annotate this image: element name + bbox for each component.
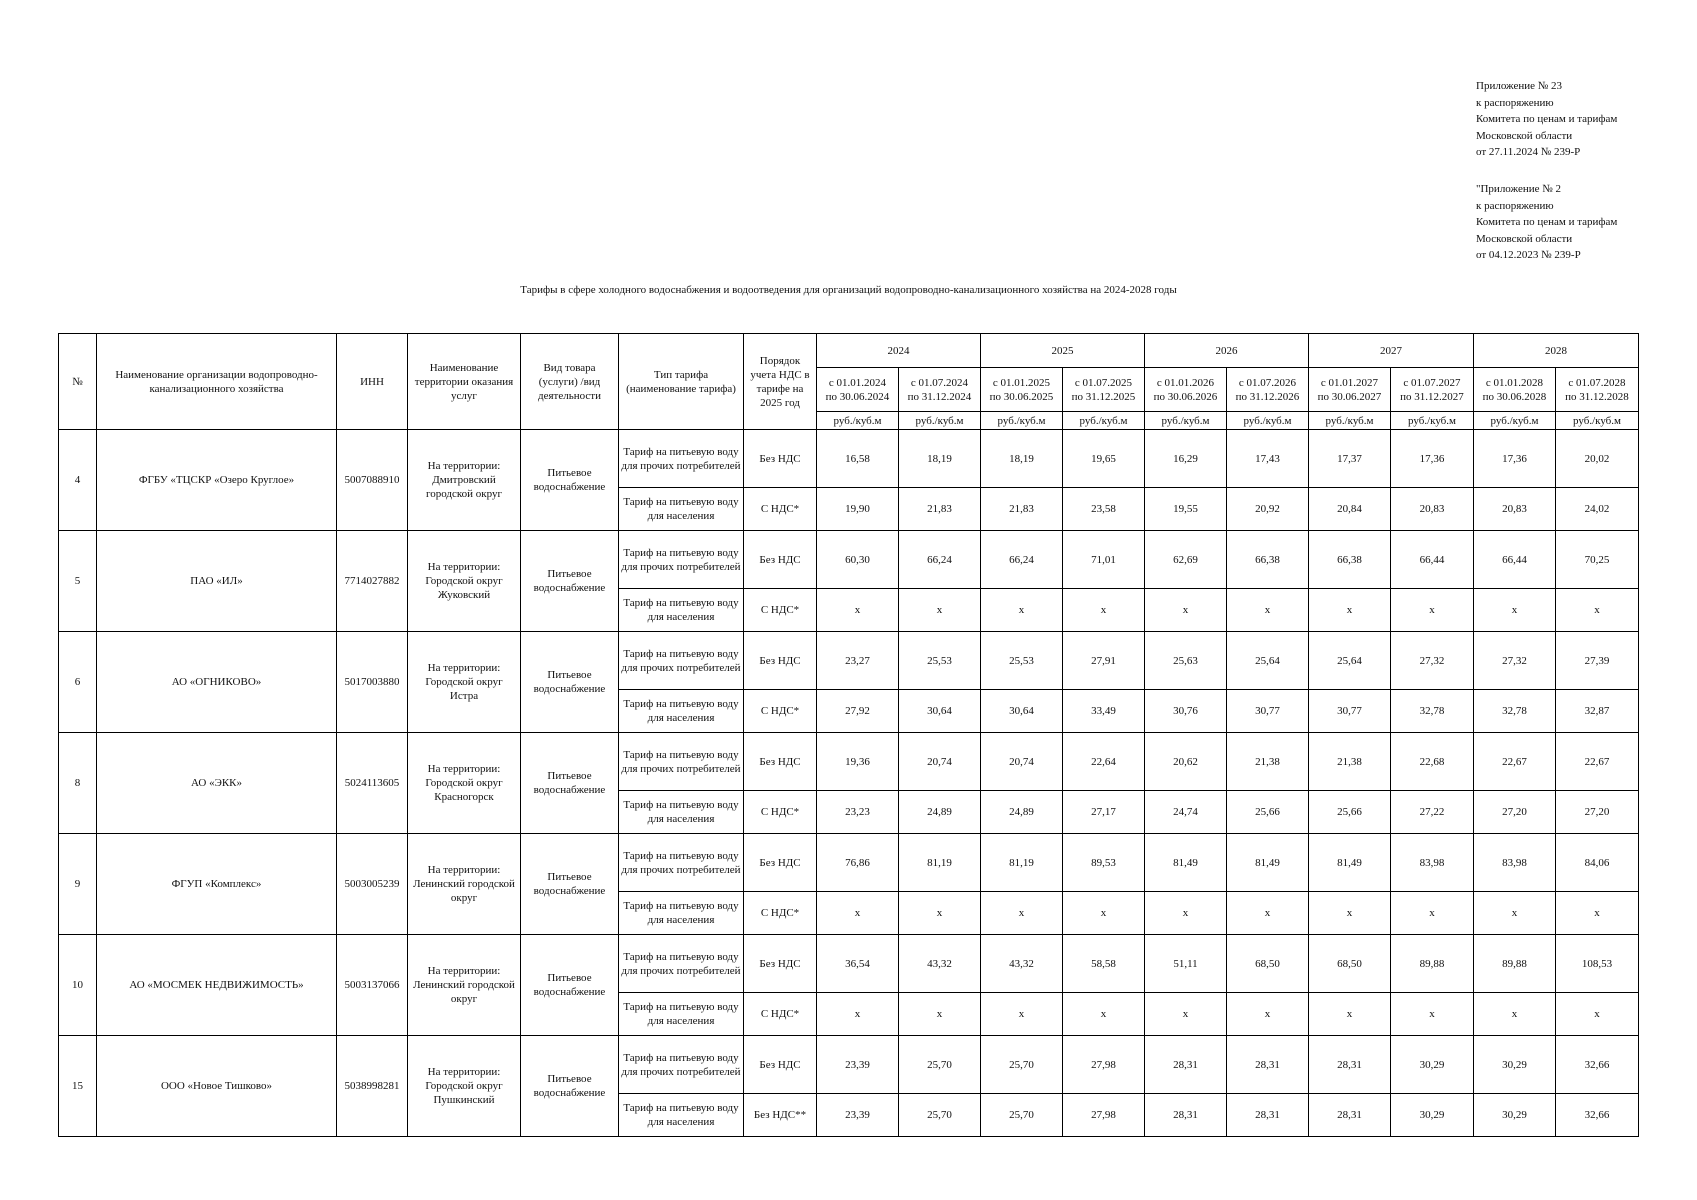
period-from: с 01.07.2025 [1074, 376, 1133, 389]
tariff-value: 22,67 [1556, 733, 1639, 791]
tariff-value: 60,30 [817, 531, 899, 589]
tariff-value: 24,89 [899, 791, 981, 834]
tariff-value: 28,31 [1227, 1094, 1309, 1137]
tariff-value: x [1556, 589, 1639, 632]
tariff-type: Тариф на питьевую воду для прочих потребителей [619, 632, 744, 690]
tariff-value: 25,66 [1227, 791, 1309, 834]
tariff-value: 17,36 [1474, 430, 1556, 488]
approval-line: к распоряжению [1476, 199, 1554, 212]
tariff-value: 20,74 [899, 733, 981, 791]
approval-line: Комитета по ценам и тарифам [1476, 113, 1618, 125]
tariff-value: 20,74 [981, 733, 1063, 791]
table-row [59, 935, 1639, 993]
tariff-value: x [1309, 892, 1391, 935]
header-num: № [59, 334, 97, 430]
approval-line: "Приложение № 2 [1476, 183, 1562, 195]
territory: На территории: Дмитровский городской округ [408, 430, 521, 531]
tariff-value: 17,43 [1227, 430, 1309, 488]
tariff-value: 89,53 [1063, 834, 1145, 892]
tariff-value: x [1227, 589, 1309, 632]
organization-name: ООО «Новое Тишково» [97, 1036, 337, 1137]
row-num: 4 [59, 430, 97, 531]
tariff-value: x [1145, 892, 1227, 935]
table-row [59, 531, 1639, 589]
tariff-value: 27,22 [1391, 791, 1474, 834]
tariff-value: x [1474, 993, 1556, 1036]
vat-order: С НДС* [744, 488, 817, 531]
row-num: 10 [59, 935, 97, 1036]
tariff-value: 32,78 [1391, 690, 1474, 733]
tariff-value: x [1063, 589, 1145, 632]
tariff-value: 30,29 [1391, 1036, 1474, 1094]
tariff-value: 22,68 [1391, 733, 1474, 791]
tariff-value: 25,64 [1309, 632, 1391, 690]
table-row [59, 834, 1639, 892]
vat-order: С НДС* [744, 993, 817, 1036]
header-period [1063, 368, 1145, 412]
tariff-value: 30,77 [1227, 690, 1309, 733]
header-period [1391, 368, 1474, 412]
tariff-value: 23,23 [817, 791, 899, 834]
tariff-value: 43,32 [899, 935, 981, 993]
header-inn: ИНН [337, 334, 408, 430]
tariff-value: 66,44 [1474, 531, 1556, 589]
organization-name: ПАО «ИЛ» [97, 531, 337, 632]
period-from: с 01.01.2028 [1485, 376, 1544, 389]
tariff-value: x [1145, 993, 1227, 1036]
tariff-value: 27,91 [1063, 632, 1145, 690]
tariff-type: Тариф на питьевую воду для населения [619, 791, 744, 834]
tariff-value: 36,54 [817, 935, 899, 993]
header-period [1145, 368, 1227, 412]
tariff-value: 28,31 [1145, 1094, 1227, 1137]
approval-line: Приложение № 23 [1476, 80, 1563, 92]
tariff-value: 25,53 [981, 632, 1063, 690]
tariff-value: 30,29 [1391, 1094, 1474, 1137]
header-tariff-type: Тип тарифа (наименование тарифа) [619, 334, 744, 430]
tariff-value: x [1063, 993, 1145, 1036]
tariff-type: Тариф на питьевую воду для населения [619, 1094, 744, 1137]
service-type: Питьевое водоснабжение [521, 531, 619, 632]
period-from: с 01.07.2027 [1403, 376, 1461, 389]
tariff-value: 27,32 [1474, 632, 1556, 690]
tariff-value: 25,70 [981, 1036, 1063, 1094]
tariff-value: 30,64 [981, 690, 1063, 733]
tariff-value: 23,58 [1063, 488, 1145, 531]
tariff-type: Тариф на питьевую воду для населения [619, 892, 744, 935]
approval-line: Московской области [1476, 232, 1573, 245]
tariff-value: x [981, 589, 1063, 632]
organization-name: АО «ЭКК» [97, 733, 337, 834]
tariff-value: 32,66 [1556, 1094, 1639, 1137]
tariff-value: 22,64 [1063, 733, 1145, 791]
tariff-value: 19,55 [1145, 488, 1227, 531]
tariff-value: x [817, 892, 899, 935]
period-from: с 01.01.2027 [1320, 376, 1379, 389]
tariff-value: 25,66 [1309, 791, 1391, 834]
tariff-value: 27,98 [1063, 1094, 1145, 1137]
tariff-value: 66,24 [899, 531, 981, 589]
service-type: Питьевое водоснабжение [521, 632, 619, 733]
tariff-value: 83,98 [1391, 834, 1474, 892]
tariff-value: 81,49 [1227, 834, 1309, 892]
tariff-value: 17,36 [1391, 430, 1474, 488]
table-row [59, 632, 1639, 690]
tariff-type: Тариф на питьевую воду для прочих потребителей [619, 531, 744, 589]
tariff-value: 89,88 [1474, 935, 1556, 993]
tariff-value: x [981, 892, 1063, 935]
tariff-value: 32,87 [1556, 690, 1639, 733]
tariff-value: 28,31 [1145, 1036, 1227, 1094]
tariff-value: x [1309, 993, 1391, 1036]
header-vat: Порядок учета НДС в тарифе на 2025 год [744, 334, 817, 430]
tariff-value: x [817, 589, 899, 632]
tariff-value: 83,98 [1474, 834, 1556, 892]
tariff-value: 28,31 [1227, 1036, 1309, 1094]
service-type: Питьевое водоснабжение [521, 733, 619, 834]
tariff-value: 28,31 [1309, 1036, 1391, 1094]
tariff-value: 30,29 [1474, 1036, 1556, 1094]
service-type: Питьевое водоснабжение [521, 834, 619, 935]
vat-order: Без НДС** [744, 1094, 817, 1137]
tariff-value: x [1145, 589, 1227, 632]
tariff-value: 23,39 [817, 1036, 899, 1094]
header-period [817, 368, 899, 412]
vat-order: С НДС* [744, 690, 817, 733]
tariff-value: 16,29 [1145, 430, 1227, 488]
approval-line: Комитета по ценам и тарифам [1476, 216, 1618, 228]
tariff-value: 66,38 [1309, 531, 1391, 589]
period-from: с 01.01.2025 [992, 376, 1051, 389]
tariff-value: 27,20 [1474, 791, 1556, 834]
tariff-value: 18,19 [899, 430, 981, 488]
period-from: с 01.01.2024 [828, 376, 887, 389]
tariff-value: 70,25 [1556, 531, 1639, 589]
tariff-value: 20,02 [1556, 430, 1639, 488]
header-unit: руб./куб.м [1474, 412, 1556, 430]
tariff-value: x [1391, 589, 1474, 632]
row-num: 5 [59, 531, 97, 632]
tariff-value: 25,64 [1227, 632, 1309, 690]
tariff-value: 20,84 [1309, 488, 1391, 531]
period-to: по 30.06.2028 [1482, 390, 1547, 403]
tariff-value: x [899, 589, 981, 632]
header-period [1556, 368, 1639, 412]
tariff-value: 66,44 [1391, 531, 1474, 589]
tariff-value: 23,39 [817, 1094, 899, 1137]
tariff-value: 68,50 [1227, 935, 1309, 993]
tariff-type: Тариф на питьевую воду для населения [619, 589, 744, 632]
inn: 5038998281 [337, 1036, 408, 1137]
header-period [1474, 368, 1556, 412]
tariff-value: 81,19 [981, 834, 1063, 892]
header-unit: руб./куб.м [1391, 412, 1474, 430]
tariff-value: x [1227, 993, 1309, 1036]
tariff-value: x [1227, 892, 1309, 935]
tariff-value: x [1474, 589, 1556, 632]
header-territory: Наименование территории оказания услуг [408, 334, 521, 430]
tariff-value: x [981, 993, 1063, 1036]
tariff-type: Тариф на питьевую воду для прочих потребителей [619, 430, 744, 488]
territory: На территории: Городской округ Красногорск [408, 733, 521, 834]
approval-block-current [1476, 78, 1617, 161]
tariff-value: 27,32 [1391, 632, 1474, 690]
tariff-value: 24,74 [1145, 791, 1227, 834]
tariff-type: Тариф на питьевую воду для прочих потребителей [619, 834, 744, 892]
period-to: по 30.06.2026 [1153, 390, 1218, 403]
tariff-value: x [1309, 589, 1391, 632]
tariff-value: 21,38 [1227, 733, 1309, 791]
tariff-value: 27,92 [817, 690, 899, 733]
tariff-value: 43,32 [981, 935, 1063, 993]
table-row [59, 430, 1639, 488]
tariff-type: Тариф на питьевую воду для прочих потребителей [619, 935, 744, 993]
tariff-value: 30,29 [1474, 1094, 1556, 1137]
document-title: Тарифы в сфере холодного водоснабжения и водоотведения для организаций водопроводно-канализационного хозяйства на 2024-2028 годы [520, 284, 1177, 296]
header-unit: руб./куб.м [1145, 412, 1227, 430]
tariff-value: 89,88 [1391, 935, 1474, 993]
inn: 5003137066 [337, 935, 408, 1036]
tariff-value: x [1474, 892, 1556, 935]
header-period [1227, 368, 1309, 412]
vat-order: С НДС* [744, 892, 817, 935]
header-organization: Наименование организации водопроводно-канализационного хозяйства [97, 334, 337, 430]
tariff-value: 81,19 [899, 834, 981, 892]
header-year: 2027 [1309, 334, 1474, 368]
tariff-value: 71,01 [1063, 531, 1145, 589]
tariff-value: 27,98 [1063, 1036, 1145, 1094]
tariff-type: Тариф на питьевую воду для населения [619, 993, 744, 1036]
header-unit: руб./куб.м [1556, 412, 1639, 430]
tariff-value: 19,36 [817, 733, 899, 791]
approval-line: Московской области [1476, 129, 1573, 142]
territory: На территории: Ленинский городской округ [408, 834, 521, 935]
row-num: 9 [59, 834, 97, 935]
territory: На территории: Городской округ Жуковский [408, 531, 521, 632]
tariff-value: 33,49 [1063, 690, 1145, 733]
tariff-value: x [899, 892, 981, 935]
tariff-value: 27,39 [1556, 632, 1639, 690]
tariff-value: 66,24 [981, 531, 1063, 589]
header-unit: руб./куб.м [899, 412, 981, 430]
header-unit: руб./куб.м [981, 412, 1063, 430]
tariff-value: x [1063, 892, 1145, 935]
tariff-value: 18,19 [981, 430, 1063, 488]
header-unit: руб./куб.м [1063, 412, 1145, 430]
tariff-value: 30,64 [899, 690, 981, 733]
vat-order: Без НДС [744, 1036, 817, 1094]
tariff-value: 25,70 [899, 1036, 981, 1094]
vat-order: Без НДС [744, 430, 817, 488]
approval-block-previous [1476, 181, 1617, 264]
period-to: по 31.12.2026 [1235, 390, 1300, 403]
tariff-value: x [1556, 892, 1639, 935]
tariff-value: 17,37 [1309, 430, 1391, 488]
tariff-value: 62,69 [1145, 531, 1227, 589]
vat-order: Без НДС [744, 531, 817, 589]
service-type: Питьевое водоснабжение [521, 430, 619, 531]
tariff-value: 32,78 [1474, 690, 1556, 733]
period-to: по 30.06.2024 [825, 390, 890, 403]
header-unit: руб./куб.м [817, 412, 899, 430]
row-num: 8 [59, 733, 97, 834]
territory: На территории: Ленинский городской округ [408, 935, 521, 1036]
table-row [59, 733, 1639, 791]
header-unit: руб./куб.м [1309, 412, 1391, 430]
tariff-value: 108,53 [1556, 935, 1639, 993]
period-from: с 01.01.2026 [1156, 376, 1215, 389]
tariff-value: 58,58 [1063, 935, 1145, 993]
territory: На территории: Городской округ Пушкинский [408, 1036, 521, 1137]
tariff-value: 23,27 [817, 632, 899, 690]
period-to: по 31.12.2028 [1565, 390, 1629, 403]
tariff-value: x [817, 993, 899, 1036]
tariff-type: Тариф на питьевую воду для прочих потребителей [619, 733, 744, 791]
vat-order: Без НДС [744, 935, 817, 993]
inn: 5017003880 [337, 632, 408, 733]
inn: 5007088910 [337, 430, 408, 531]
tariff-value: 20,92 [1227, 488, 1309, 531]
tariff-value: 84,06 [1556, 834, 1639, 892]
tariff-value: 19,65 [1063, 430, 1145, 488]
tariff-type: Тариф на питьевую воду для населения [619, 690, 744, 733]
tariff-table [58, 333, 1639, 1137]
approval-line: к распоряжению [1476, 96, 1554, 109]
tariff-type: Тариф на питьевую воду для населения [619, 488, 744, 531]
tariff-value: 27,20 [1556, 791, 1639, 834]
tariff-value: 21,38 [1309, 733, 1391, 791]
tariff-value: 25,70 [899, 1094, 981, 1137]
tariff-value: x [1391, 993, 1474, 1036]
organization-name: АО «МОСМЕК НЕДВИЖИМОСТЬ» [97, 935, 337, 1036]
period-to: по 31.12.2027 [1400, 390, 1464, 403]
approval-line: от 27.11.2024 № 239-Р [1476, 146, 1581, 158]
tariff-value: x [1556, 993, 1639, 1036]
inn: 5024113605 [337, 733, 408, 834]
organization-name: ФГБУ «ТЦСКР «Озеро Круглое» [97, 430, 337, 531]
period-from: с 01.07.2024 [910, 376, 969, 389]
header-unit: руб./куб.м [1227, 412, 1309, 430]
tariff-value: 32,66 [1556, 1036, 1639, 1094]
inn: 5003005239 [337, 834, 408, 935]
tariff-value: 21,83 [981, 488, 1063, 531]
header-period [899, 368, 981, 412]
tariff-value: 27,17 [1063, 791, 1145, 834]
tariff-value: 81,49 [1145, 834, 1227, 892]
tariff-value: 21,83 [899, 488, 981, 531]
tariff-value: 20,83 [1474, 488, 1556, 531]
vat-order: С НДС* [744, 791, 817, 834]
tariff-value: 25,53 [899, 632, 981, 690]
organization-name: АО «ОГНИКОВО» [97, 632, 337, 733]
tariff-value: 22,67 [1474, 733, 1556, 791]
tariff-value: 66,38 [1227, 531, 1309, 589]
vat-order: Без НДС [744, 733, 817, 791]
header-period [1309, 368, 1391, 412]
table-row [59, 1036, 1639, 1094]
service-type: Питьевое водоснабжение [521, 1036, 619, 1137]
tariff-value: x [1391, 892, 1474, 935]
tariff-value: 28,31 [1309, 1094, 1391, 1137]
period-from: с 01.07.2026 [1238, 376, 1297, 389]
period-to: по 30.06.2027 [1317, 390, 1382, 403]
period-to: по 31.12.2024 [907, 390, 972, 403]
tariff-value: x [899, 993, 981, 1036]
tariff-value: 25,70 [981, 1094, 1063, 1137]
header-year: 2026 [1145, 334, 1309, 368]
tariff-value: 25,63 [1145, 632, 1227, 690]
inn: 7714027882 [337, 531, 408, 632]
approval-line: от 04.12.2023 № 239-Р [1476, 249, 1581, 261]
period-to: по 30.06.2025 [989, 390, 1054, 403]
vat-order: С НДС* [744, 589, 817, 632]
header-year: 2025 [981, 334, 1145, 368]
territory: На территории: Городской округ Истра [408, 632, 521, 733]
tariff-value: 30,76 [1145, 690, 1227, 733]
tariff-value: 81,49 [1309, 834, 1391, 892]
header-year: 2024 [817, 334, 981, 368]
tariff-type: Тариф на питьевую воду для прочих потребителей [619, 1036, 744, 1094]
tariff-value: 51,11 [1145, 935, 1227, 993]
service-type: Питьевое водоснабжение [521, 935, 619, 1036]
tariff-value: 20,62 [1145, 733, 1227, 791]
period-to: по 31.12.2025 [1071, 390, 1136, 403]
period-from: с 01.07.2028 [1568, 376, 1626, 389]
tariff-value: 20,83 [1391, 488, 1474, 531]
header-year: 2028 [1474, 334, 1639, 368]
tariff-value: 19,90 [817, 488, 899, 531]
row-num: 15 [59, 1036, 97, 1137]
organization-name: ФГУП «Комплекс» [97, 834, 337, 935]
header-service: Вид товара (услуги) /вид деятельности [521, 334, 619, 430]
vat-order: Без НДС [744, 632, 817, 690]
tariff-value: 76,86 [817, 834, 899, 892]
tariff-value: 68,50 [1309, 935, 1391, 993]
row-num: 6 [59, 632, 97, 733]
header-period [981, 368, 1063, 412]
vat-order: Без НДС [744, 834, 817, 892]
tariff-value: 24,89 [981, 791, 1063, 834]
tariff-value: 16,58 [817, 430, 899, 488]
tariff-value: 24,02 [1556, 488, 1639, 531]
tariff-value: 30,77 [1309, 690, 1391, 733]
